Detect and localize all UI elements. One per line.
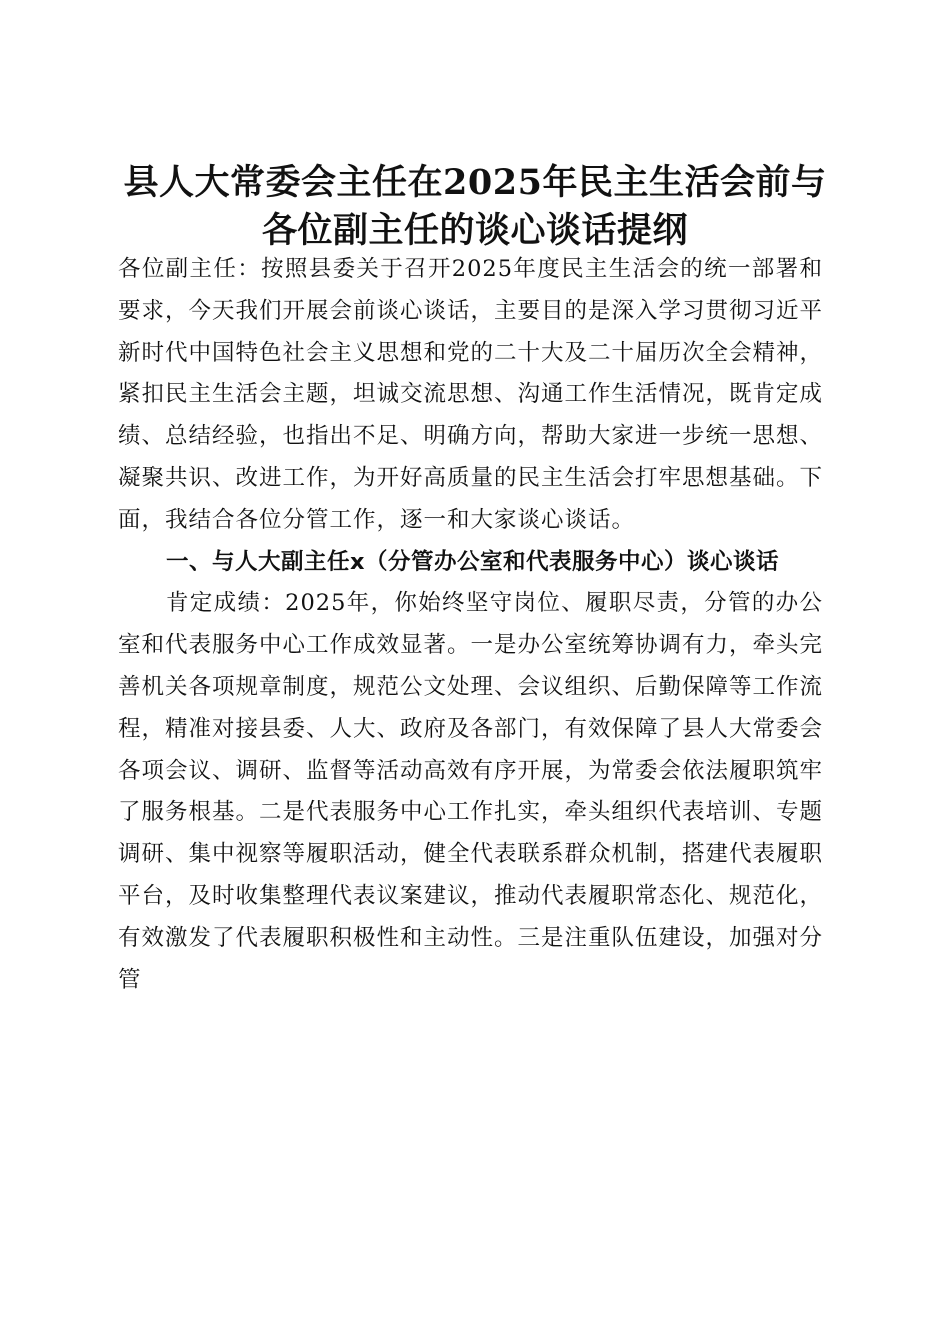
document-body — [118, 249, 823, 1001]
title-line-2: 各位副主任的谈心谈话提纲 — [261, 210, 688, 252]
body-paragraph-achievements: 肯定成绩：2025年，你始终坚守岗位、履职尽责，分管的办公室和代表服务中心工作成效显著。一是办公室统筹协调有力，牵头完善机关各项规章制度，规范公文处理、会议组织、后勤保障等工作流程，精准对接县委、人大、政府及各部门，有效保障了县人大常委会各项会议、调研、监督等活动高效有序开展，为常委会依法履职筑牢了服务根基。二是代表服务中心工作扎实，牵头组织代表培训、专题调研、集中视察等履职活动，健全代表联系群众机制，搭建代表履职平台，及时收集整理代表议案建议，推动代表履职常态化、规范化，有效激发了代表履职积极性和主动性。三是注重队伍建设，加强对分管 — [118, 590, 824, 993]
title-line-1: 县人大常委会主任在2025年民主生活会前与 — [123, 162, 827, 204]
intro-paragraph: 各位副主任：按照县委关于召开2025年度民主生活会的统一部署和要求，今天我们开展会前谈心谈话，主要目的是深入学习贯彻习近平新时代中国特色社会主义思想和党的二十大及二十届历次全会精神，紧扣民主生活会主题，坦诚交流思想、沟通工作生活情况，既肯定成绩、总结经验，也指出不足、明确方向，帮助大家进一步统一思想、凝聚共识、改进工作，为开好高质量的民主生活会打牢思想基础。下面，我结合各位分管工作，逐一和大家谈心谈话。 — [118, 256, 824, 533]
section-heading-1: 一、与人大副主任x（分管办公室和代表服务中心）谈心谈话 — [166, 548, 780, 575]
document-title — [118, 159, 832, 255]
